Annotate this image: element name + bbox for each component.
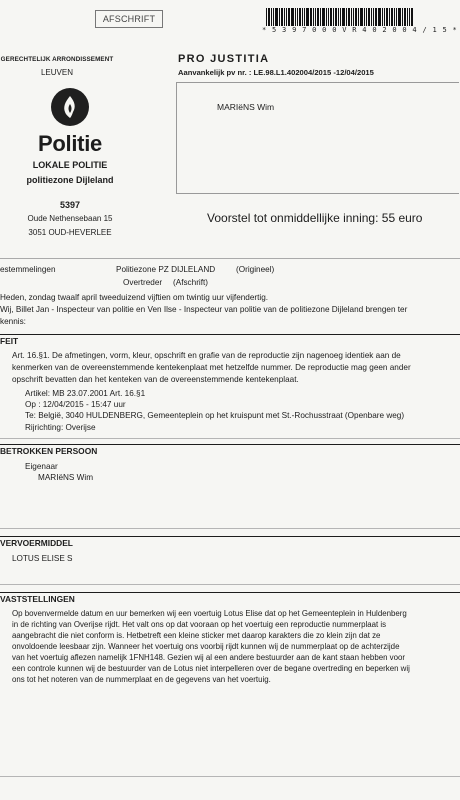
court-district: GERECHTELIJK ARRONDISSEMENT — [0, 56, 114, 63]
barcode-bar — [326, 8, 327, 26]
barcode-bar — [346, 8, 347, 26]
addressee-name: MARIëNS Wim — [217, 102, 275, 112]
barcode-bar — [411, 8, 413, 26]
barcode-text: * 5 3 9 7 0 0 0 V R 4 0 2 0 0 4 / 1 5 * — [262, 26, 458, 34]
section-divider — [0, 528, 460, 529]
barcode-bar — [320, 8, 321, 26]
barcode-bar — [330, 8, 332, 26]
address-box — [176, 82, 459, 194]
barcode-bar — [407, 8, 408, 26]
barcode-bar — [286, 8, 287, 26]
barcode-bar — [398, 8, 401, 26]
barcode-bar — [288, 8, 290, 26]
barcode-bar — [340, 8, 341, 26]
feit-direction: Rijrichting: Overijse — [25, 423, 96, 432]
document-title: PRO JUSTITIA — [178, 53, 270, 65]
section-title-person: BETROKKEN PERSOON — [0, 446, 98, 456]
barcode-bar — [360, 8, 363, 26]
barcode-bar — [284, 8, 285, 26]
section-divider — [0, 444, 460, 445]
findings-line: onvoldoende leesbaar zijn. Wanneer het voertuig ons voorbij rijdt kunnen wij de nummerplaat op de achterzijde — [12, 642, 400, 651]
barcode-bar — [281, 8, 283, 26]
person-name: MARIëNS Wim — [38, 473, 94, 482]
police-zone-number: 5397 — [59, 200, 81, 210]
barcode-bar — [313, 8, 314, 26]
police-postal-address: 3051 OUD-HEVERLEE — [28, 228, 112, 237]
barcode-bar — [373, 8, 374, 26]
barcode-bar — [378, 8, 381, 26]
section-divider — [0, 438, 460, 439]
section-title-findings: VASTSTELLINGEN — [0, 594, 75, 604]
section-divider — [0, 334, 460, 335]
barcode-bar — [368, 8, 370, 26]
barcode-bar — [266, 8, 267, 26]
barcode-bar — [386, 8, 388, 26]
destinations-label: estemmelingen — [0, 265, 56, 274]
barcode-bar — [297, 8, 298, 26]
barcode-bar — [384, 8, 385, 26]
barcode-bar — [382, 8, 383, 26]
barcode-bar — [342, 8, 345, 26]
barcode-bar — [389, 8, 390, 26]
feit-location: Te: België, 3040 HULDENBERG, Gemeenteplein op het kruispunt met St.-Rochusstraat (Openbare weg) — [25, 411, 405, 420]
barcode-bar — [291, 8, 294, 26]
barcode-bar — [335, 8, 337, 26]
vehicle-model: LOTUS ELISE S — [12, 554, 73, 563]
barcode-bar — [375, 8, 377, 26]
section-divider — [0, 592, 460, 593]
barcode-bar — [279, 8, 280, 26]
barcode — [266, 8, 458, 26]
recipient-police-zone: Politiezone PZ DIJLELAND — [116, 265, 216, 274]
barcode-bar — [271, 8, 272, 26]
flame-icon — [63, 96, 77, 118]
local-police-label: LOKALE POLITIE — [32, 160, 108, 170]
fine-proposal: Voorstel tot onmiddellijke inning: 55 euro — [207, 211, 423, 225]
intro-line-1: Heden, zondag twaalf april tweeduizend vijftien om twintig uur vijfendertig. — [0, 293, 269, 302]
barcode-bar — [273, 8, 274, 26]
section-title-vehicle: VERVOERMIDDEL — [0, 538, 73, 548]
pv-number: Aanvankelijk pv nr. : LE.98.L1.402004/2015 -12/04/2015 — [178, 68, 374, 77]
findings-line: een controle kunnen wij de bestuurder van de Lotus niet interpelleren over de begane overtreding en beperken wij — [12, 664, 410, 673]
barcode-bar — [348, 8, 350, 26]
findings-line: Op bovenvermelde datum en uur bemerken wij een voertuig Lotus Elise dat op het Gemeenteplein in Huldenberg — [12, 609, 407, 618]
barcode-bar — [338, 8, 339, 26]
barcode-bar — [295, 8, 296, 26]
section-divider — [0, 536, 460, 537]
copy-type-original: (Origineel) — [236, 265, 275, 274]
person-role: Eigenaar — [25, 462, 58, 471]
barcode-bar — [328, 8, 329, 26]
recipient-offender: Overtreder — [123, 278, 163, 287]
barcode-bar — [396, 8, 397, 26]
feit-text-line-2: kenmerken van de overeenstemmende kentekenplaat met hetzelfde nummer. De reproductie mag geen ander — [12, 363, 411, 372]
feit-text-line-3: opschrift bevatten dan het kenteken van de overeenstemmende kentekenplaat. — [12, 375, 299, 384]
barcode-bar — [353, 8, 354, 26]
barcode-bar — [364, 8, 365, 26]
findings-line: ons tot het noteren van de nummerplaat en de gegevens van het voertuig. — [12, 675, 271, 684]
barcode-bar — [322, 8, 325, 26]
findings-line: in de richting van Overijse rijdt. Het valt ons op dat vooraan op het voertuig een reproductie nummerplaat is — [12, 620, 387, 629]
court-city: LEUVEN — [40, 68, 73, 77]
findings-line: van het voertuig aflezen namelijk 1FNH148. Gezien wij al een andere bestuurder aan de kant staan hebben voor — [12, 653, 406, 662]
police-street-address: Oude Nethensebaan 15 — [27, 214, 113, 223]
feit-date: Op : 12/04/2015 - 15:47 uur — [25, 400, 126, 409]
intro-line-2: Wij, Billet Jan - Inspecteur van politie en Ven Ilse - Inspecteur van politie van de politiezone Dijleland brengen ter — [0, 305, 408, 314]
police-zone-name: politiezone Dijleland — [26, 175, 114, 185]
barcode-bar — [333, 8, 334, 26]
barcode-bar — [358, 8, 359, 26]
findings-line: aangebracht die niet conform is. Hetbetreft een kleine sticker met daarop karakters die zo klein zijn dat ze — [12, 631, 381, 640]
barcode-bar — [402, 8, 403, 26]
barcode-bar — [317, 8, 319, 26]
barcode-bar — [299, 8, 301, 26]
barcode-bar — [302, 8, 303, 26]
barcode-bar — [394, 8, 395, 26]
barcode-bar — [268, 8, 270, 26]
section-divider — [0, 584, 460, 585]
barcode-bar — [409, 8, 410, 26]
feit-article: Artikel: MB 23.07.2001 Art. 16.§1 — [25, 389, 146, 398]
intro-line-3: kennis: — [0, 317, 26, 326]
barcode-bar — [275, 8, 278, 26]
copy-type-copy: (Afschrift) — [173, 278, 209, 287]
afschrift-stamp: AFSCHRIFT — [95, 10, 163, 28]
barcode-bar — [355, 8, 357, 26]
barcode-bar — [404, 8, 406, 26]
section-title-feit: FEIT — [0, 336, 19, 346]
barcode-bar — [371, 8, 372, 26]
barcode-bar — [306, 8, 309, 26]
barcode-bar — [315, 8, 316, 26]
feit-text-line-1: Art. 16.§1. De afmetingen, vorm, kleur, opschrift en grafie van de reproductie zijn nagenoeg identiek aan de — [12, 351, 401, 360]
barcode-bar — [304, 8, 305, 26]
barcode-bar — [366, 8, 367, 26]
police-wordmark: Politie — [38, 131, 102, 156]
barcode-bar — [310, 8, 312, 26]
barcode-bar — [391, 8, 393, 26]
section-divider — [0, 776, 460, 777]
barcode-bar — [351, 8, 352, 26]
divider — [0, 258, 460, 259]
